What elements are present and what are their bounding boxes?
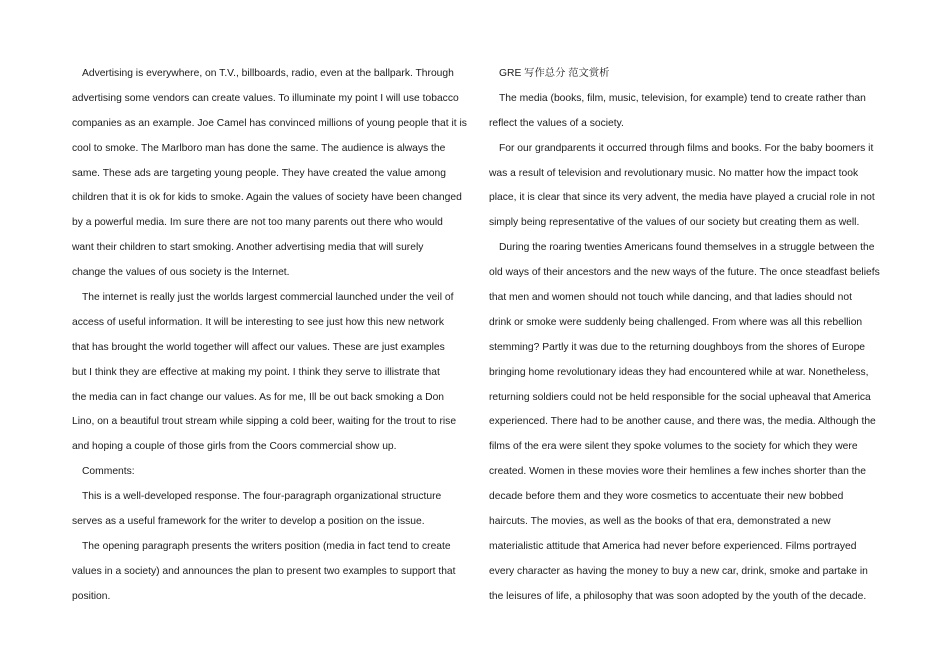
text-line: position. <box>72 590 111 602</box>
text-line: The media (books, film, music, television, for example) tend to create rather than <box>499 92 866 104</box>
text-line: advertising some vendors can create values. To illuminate my point I will use tobacco <box>72 92 459 104</box>
text-line: Comments: <box>82 466 135 478</box>
right-column <box>489 62 881 610</box>
text-line: stemming? Partly it was due to the returning doughboys from the shores of Europe <box>489 341 866 353</box>
paragraph <box>489 137 881 237</box>
left-column <box>72 62 466 610</box>
text-line: decade before them and they wore cosmetics to accentuate their new bobbed <box>489 491 844 503</box>
text-line: haircuts. The movies, as well as the books of that era, demonstrated a new <box>489 516 831 528</box>
text-line: children that it is ok for kids to smoke. Again the values of society have been changed <box>72 192 462 204</box>
paragraph <box>72 286 466 460</box>
text-line: the media can in fact change our values. As for me, Ill be out back smoking a Don <box>72 391 445 403</box>
text-line: films of the era were silent they spoke volumes to the society for which they were <box>489 441 858 453</box>
text-line: The internet is really just the worlds largest commercial launched under the veil of <box>82 292 454 304</box>
text-line: values in a society) and announces the plan to present two examples to support that <box>72 565 456 577</box>
text-line: but I think they are effective at making my point. I think they serve to illistrate that <box>72 366 440 378</box>
text-line: companies as an example. Joe Camel has convinced millions of young people that it is <box>72 117 467 129</box>
text-line: Advertising is everywhere, on T.V., billboards, radio, even at the ballpark. Through <box>82 68 454 79</box>
text-line: every character as having the money to buy a new car, drink, smoke and partake in <box>489 565 868 577</box>
text-line: and hoping a couple of those girls from the Coors commercial show up. <box>72 441 397 453</box>
text-line: The opening paragraph presents the writers position (media in fact tend to create <box>82 540 451 552</box>
text-line: bringing home revolutionary ideas they had encountered while at war. Nonetheless, <box>489 366 869 378</box>
text-line: that men and women should not touch while dancing, and that ladies should not <box>489 292 852 304</box>
text-line: same. These ads are targeting young people. They have created the value among <box>72 167 446 179</box>
text-line: simply being representative of the values of our society but creating them as well. <box>489 217 860 229</box>
text-line: For our grandparents it occurred through films and books. For the baby boomers it <box>499 142 874 154</box>
paragraph <box>489 236 881 609</box>
text-line: This is a well-developed response. The four-paragraph organizational structure <box>82 491 442 503</box>
text-line: that has brought the world together will affect our values. These are just examples <box>72 341 445 353</box>
text-line: During the roaring twenties Americans found themselves in a struggle between the <box>499 242 875 254</box>
text-line: cool to smoke. The Marlboro man has done the same. The audience is always the <box>72 142 446 154</box>
text-line: created. Women in these movies wore their hemlines a few inches shorter than the <box>489 466 866 478</box>
paragraph <box>72 535 466 610</box>
text-line: drink or smoke were suddenly being challenged. From where was all this rebellion <box>489 316 863 328</box>
text-line: place, it is clear that since its very advent, the media have played a crucial role in not <box>489 192 875 204</box>
text-line: Lino, on a beautiful trout stream while sipping a cold beer, waiting for the trout to rise <box>72 416 457 428</box>
text-line: reflect the values of a society. <box>489 117 624 129</box>
text-line: experienced. There had to be another cause, and there was, the media. Although the <box>489 416 876 428</box>
paragraph <box>72 485 466 535</box>
text-line: serves as a useful framework for the writer to develop a position on the issue. <box>72 516 425 528</box>
text-line: access of useful information. It will be interesting to see just how this new network <box>72 316 445 328</box>
text-line: change the values of ous society is the Internet. <box>72 267 290 279</box>
paragraph <box>72 460 466 485</box>
text-line: old ways of their ancestors and the new ways of the future. The once steadfast beliefs <box>489 267 880 279</box>
paragraph <box>489 87 881 137</box>
text-line: materialistic attitude that America had never before experienced. Films portrayed <box>489 540 857 552</box>
paragraph <box>72 62 466 286</box>
page-heading: GRE 写作总分 范文赏析 <box>499 68 610 79</box>
text-line: want their children to start smoking. Another advertising media that will surely <box>72 242 424 254</box>
text-line: by a powerful media. Im sure there are not too many parents out there who would <box>72 217 443 229</box>
text-line: was a result of television and revolutionary music. No matter how the impact took <box>489 167 859 179</box>
text-line: returning soldiers could not be held responsible for the social upheaval that America <box>489 391 871 403</box>
text-line: the leisures of life, a philosophy that was soon adopted by the youth of the decade. <box>489 590 867 602</box>
